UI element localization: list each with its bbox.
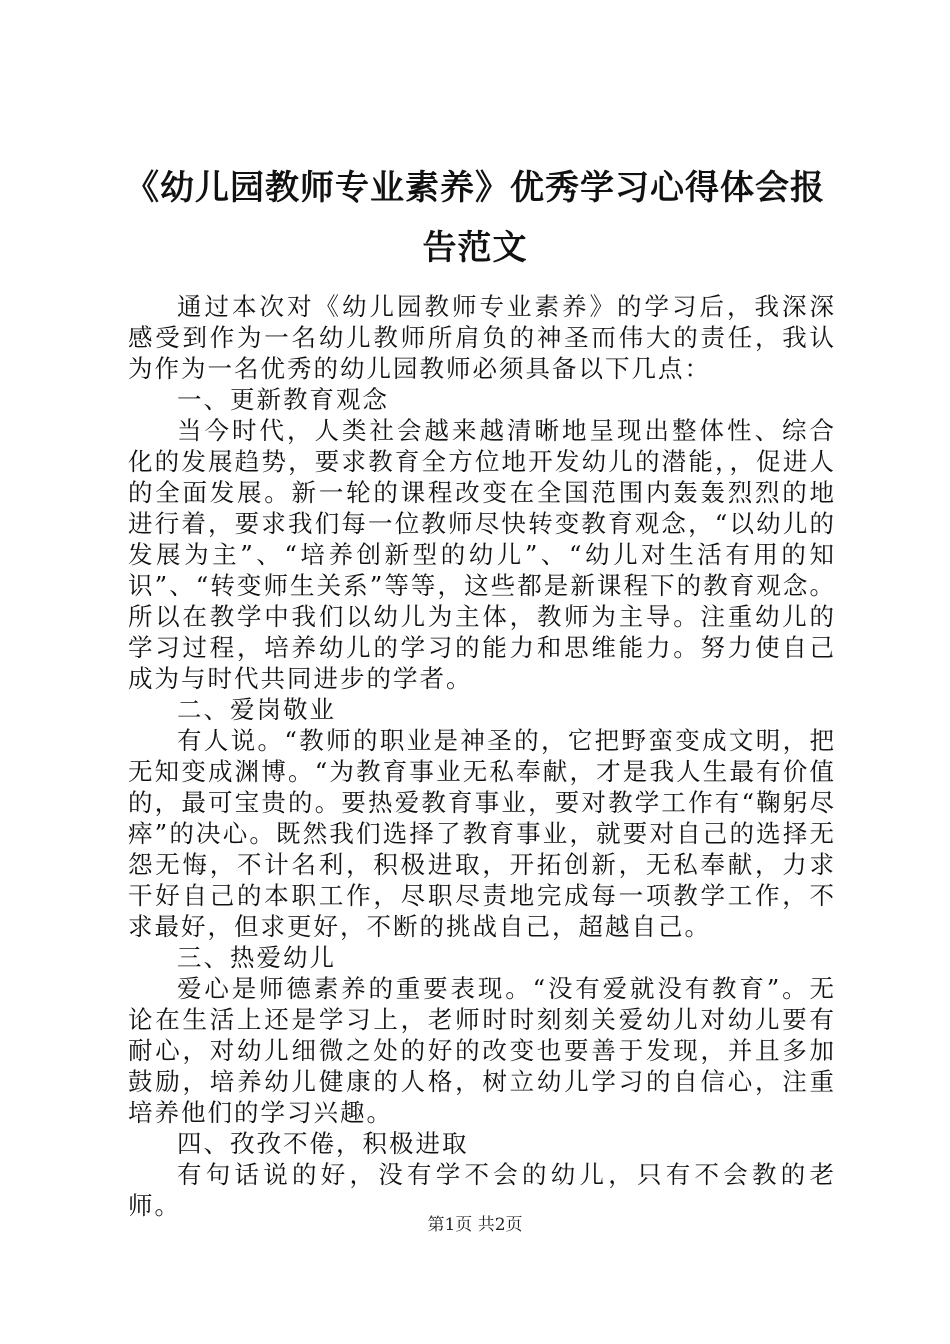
section-heading-1: 一、更新教育观念 xyxy=(177,385,389,414)
page-number-footer: 第1页 共2页 xyxy=(427,1215,523,1235)
paragraph-section-3: 爱心是师德素养的重要表现。“没有爱就没有教育”。无论在生活上还是学习上，老师时时刻刻关爱幼儿对幼儿要有耐心，对幼儿细微之处的好的改变也要善于发现，并且多加鼓励，培养幼儿健康的人格，树立幼儿学习的自信心，注重培养他们的学习兴趣。 xyxy=(128,974,836,1127)
paragraph-section-2: 有人说。“教师的职业是神圣的，它把野蛮变成文明，把无知变成渊博。“为教育事业无私奉献，才是我人生最有价值的，最可宝贵的。要热爱教育事业，要对教学工作有“鞠躬尽瘁”的决心。既然我们选择了教育事业，就要对自己的选择无怨无悔，不计名利，积极进取，开拓创新，无私奉献，力求干好自己的本职工作，尽职尽责地完成每一项教学工作，不求最好，但求更好，不断的挑战自己，超越自己。 xyxy=(128,726,836,941)
document-body xyxy=(128,291,836,1221)
section-heading-2: 二、爱岗敬业 xyxy=(177,695,336,724)
section-heading-3: 三、热爱幼儿 xyxy=(177,943,336,972)
paragraph-section-1: 当今时代，人类社会越来越清晰地呈现出整体性、综合化的发展趋势，要求教育全方位地开发幼儿的潜能，，促进人的全面发展。新一轮的课程改变在全国范围内轰轰烈烈的地进行着，要求我们每一位教师尽快转变教育观念，“以幼儿的发展为主”、“培养创新型的幼儿”、“幼儿对生活有用的知识”、“转变师生关系”等等，这些都是新课程下的教育观念。所以在教学中我们以幼儿为主体，教师为主导。注重幼儿的学习过程，培养幼儿的学习的能力和思维能力。努力使自己成为与时代共同进步的学者。 xyxy=(128,416,836,693)
paragraph-section-4: 有句话说的好，没有学不会的幼儿，只有不会教的老师。 xyxy=(128,1160,836,1220)
document-title: 《幼儿园教师专业素养》优秀学习心得体会报告范文 xyxy=(125,168,825,268)
section-heading-4: 四、孜孜不倦，积极进取 xyxy=(177,1129,469,1158)
paragraph-intro: 通过本次对《幼儿园教师专业素养》的学习后，我深深感受到作为一名幼儿教师所肩负的神圣而伟大的责任，我认为作为一名优秀的幼儿园教师必须具备以下几点： xyxy=(128,292,836,383)
